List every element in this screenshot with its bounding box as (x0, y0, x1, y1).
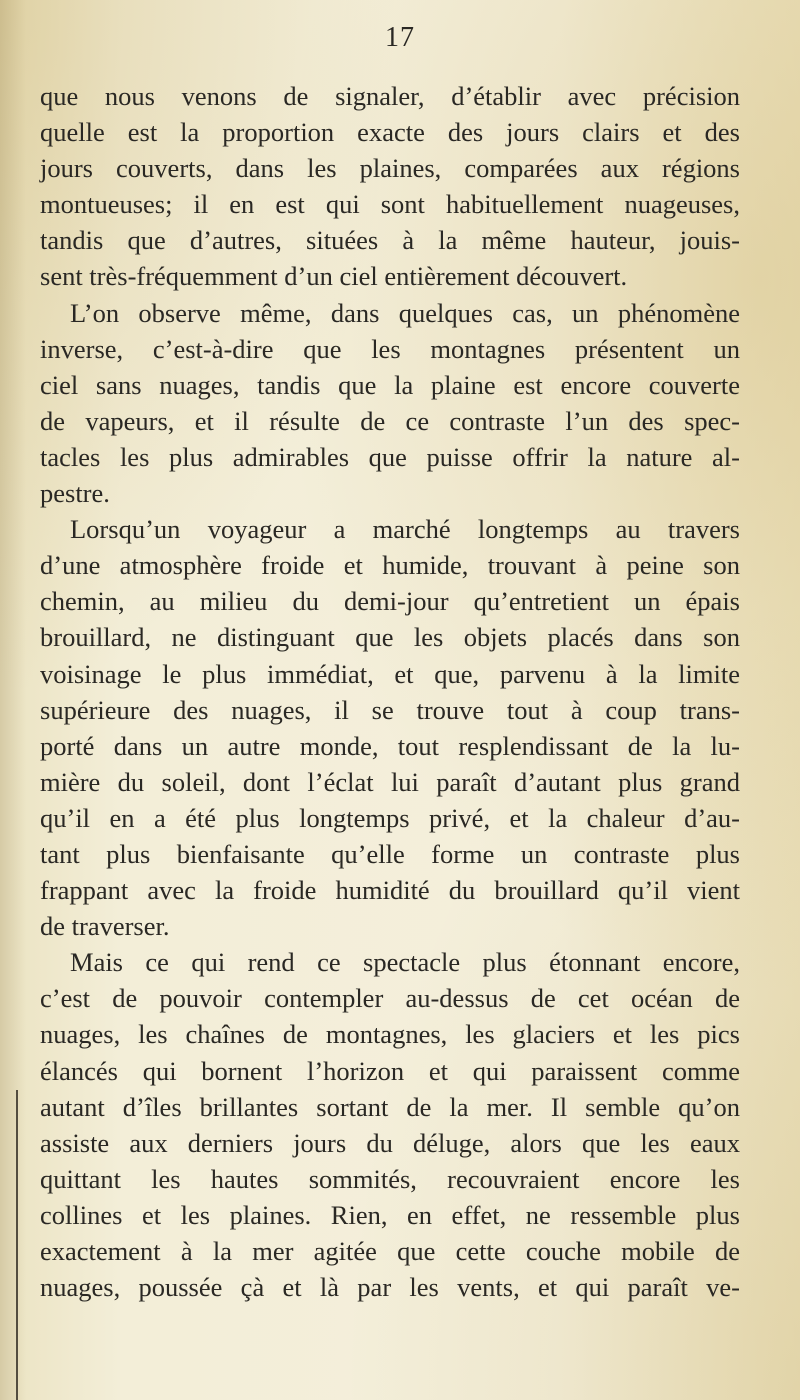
margin-rule (16, 1090, 18, 1400)
text-line: quelle est la proportion exacte des jours clairs et des (40, 117, 740, 148)
text-line: pestre. (40, 478, 110, 509)
text-line: jours couverts, dans les plaines, comparées aux régions (40, 153, 740, 184)
text-line: de traverser. (40, 911, 170, 942)
text-line: nuages, les chaînes de montagnes, les glaciers et les pics (40, 1019, 740, 1050)
text-line: montueuses; il en est qui sont habituellement nuageuses, (40, 189, 740, 220)
text-line: nuages, poussée çà et là par les vents, et qui paraît ve- (40, 1272, 740, 1303)
text-line: assiste aux derniers jours du déluge, alors que les eaux (40, 1127, 740, 1158)
text-line: d’une atmosphère froide et humide, trouvant à peine son (40, 550, 740, 581)
text-line: porté dans un autre monde, tout resplendissant de la lu- (40, 730, 740, 761)
text-line: collines et les plaines. Rien, en effet, ne ressemble plus (40, 1199, 740, 1230)
text-line: tacles les plus admirables que puisse offrir la nature al- (40, 441, 740, 472)
text-line: qu’il en a été plus longtemps privé, et la chaleur d’au- (40, 802, 740, 833)
text-line: exactement à la mer agitée que cette couche mobile de (40, 1236, 740, 1266)
text-line: sent très-fréquemment d’un ciel entièrement découvert. (40, 261, 628, 292)
body-text (40, 78, 740, 1305)
text-line: quittant les hautes sommités, recouvraient encore les (40, 1163, 740, 1194)
text-line: inverse, c’est-à-dire que les montagnes présentent un (40, 333, 740, 364)
text-line: de vapeurs, et il résulte de ce contraste l’un des spec- (40, 405, 740, 436)
text-line: élancés qui bornent l’horizon et qui paraissent comme (40, 1055, 740, 1086)
text-line: mière du soleil, dont l’éclat lui paraît d’autant plus grand (40, 766, 740, 797)
text-line: supérieure des nuages, il se trouve tout à coup trans- (40, 694, 740, 725)
text-line: autant d’îles brillantes sortant de la mer. Il semble qu’on (40, 1091, 740, 1122)
text-line: que nous venons de signaler, d’établir avec précision (40, 81, 740, 111)
text-line: c’est de pouvoir contempler au-dessus de cet océan de (40, 983, 740, 1014)
text-line: tandis que d’autres, situées à la même hauteur, jouis- (40, 225, 740, 256)
text-line: Lorsqu’un voyageur a marché longtemps au travers (70, 514, 740, 545)
page-gutter-shadow (0, 0, 26, 1400)
page-number: 17 (385, 22, 415, 53)
text-line: tant plus bienfaisante qu’elle forme un contraste plus (40, 838, 740, 869)
text-line: Mais ce qui rend ce spectacle plus étonnant encore, (70, 947, 740, 978)
text-line: L’on observe même, dans quelques cas, un phénomène (70, 297, 740, 328)
text-line: ciel sans nuages, tandis que la plaine est encore couverte (40, 369, 740, 400)
text-line: frappant avec la froide humidité du brouillard qu’il vient (40, 875, 740, 906)
text-line: brouillard, ne distinguant que les objets placés dans son (40, 622, 740, 653)
text-line: chemin, au milieu du demi-jour qu’entretient un épais (40, 586, 740, 617)
text-line: voisinage le plus immédiat, et que, parvenu à la limite (40, 658, 740, 689)
